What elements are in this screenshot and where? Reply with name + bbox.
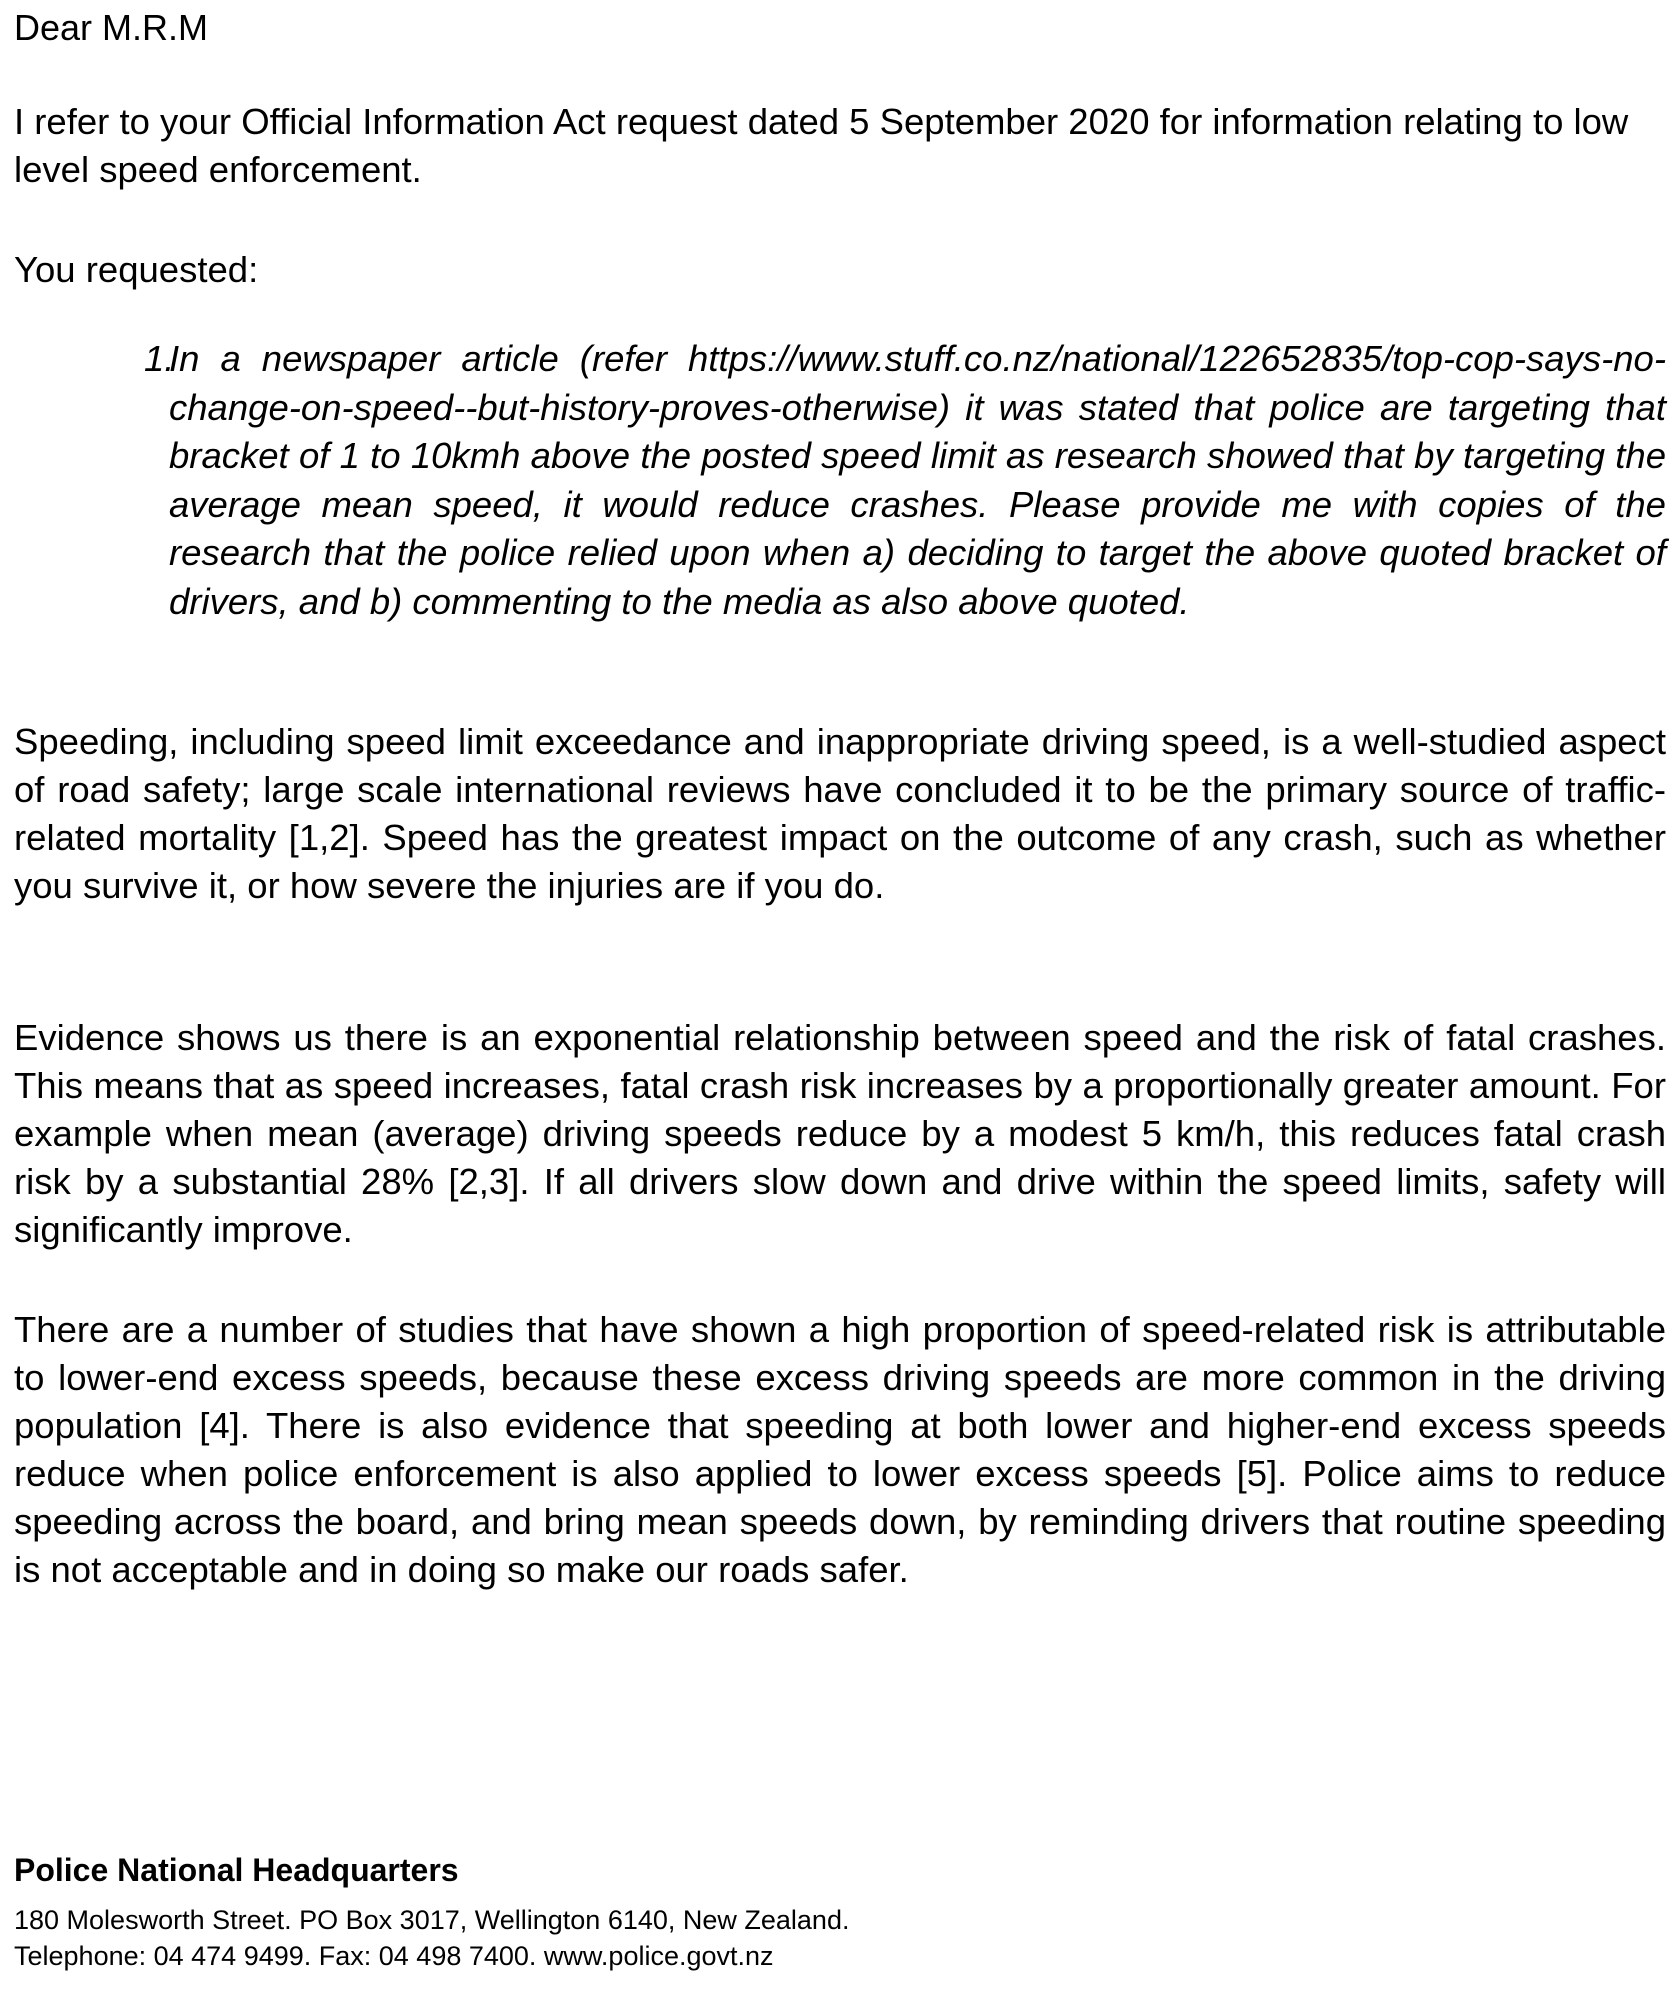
requested-label: You requested:	[14, 249, 259, 290]
footer-contact: Telephone: 04 474 9499. Fax: 04 498 7400. www.police.govt.nz	[14, 1941, 774, 1971]
body-paragraph-speeding: Speeding, including speed limit exceedance and inappropriate driving speed, is a well-studied aspect of road safety; large scale international reviews have concluded it to be the primary source of traffic-related mortality [1,2]. Speed has the greatest impact on the outcome of any crash, such as whether you survive it, or how severe the injuries are if you do.	[14, 721, 1666, 906]
intro-paragraph: I refer to your Official Information Act request dated 5 September 2020 for information relating to low level speed enforcement.	[14, 101, 1629, 190]
body-paragraph-evidence: Evidence shows us there is an exponential relationship between speed and the risk of fatal crashes. This means that as speed increases, fatal crash risk increases by a proportionally greater amount. For example when mean (average) driving speeds reduce by a modest 5 km/h, this reduces fatal crash risk by a substantial 28% [2,3]. If all drivers slow down and drive within the speed limits, safety will significantly improve.	[14, 1017, 1666, 1250]
request-list	[14, 335, 1666, 626]
footer-address: 180 Molesworth Street. PO Box 3017, Wellington 6140, New Zealand.	[14, 1905, 850, 1935]
list-item	[14, 335, 1666, 626]
letterhead-footer	[14, 1850, 849, 1974]
salutation: Dear M.R.M	[14, 7, 209, 48]
letter-page	[14, 0, 1668, 1996]
body-paragraph-studies: There are a number of studies that have shown a high proportion of speed-related risk is attributable to lower-end excess speeds, because these excess driving speeds are more common in the driving population [4]. There is also evidence that speeding at both lower and higher-end excess speeds reduce when police enforcement is also applied to lower excess speeds [5]. Police aims to reduce speeding across the board, and bring mean speeds down, by reminding drivers that routine speeding is not acceptable and in doing so make our roads safer.	[14, 1309, 1666, 1590]
request-number: 1.	[144, 338, 175, 379]
request-text: In a newspaper article (refer https://www.stuff.co.nz/national/122652835/top-cop-says-no-change-on-speed--but-history-proves-otherwise) it was stated that police are targeting that bracket of 1 to 10kmh above the posted speed limit as research showed that by targeting the average mean speed, it would reduce crashes. Please provide me with copies of the research that the police relied upon when a) deciding to target the above quoted bracket of drivers, and b) commenting to the media as also above quoted.	[169, 338, 1666, 622]
footer-organisation: Police National Headquarters	[14, 1852, 459, 1888]
